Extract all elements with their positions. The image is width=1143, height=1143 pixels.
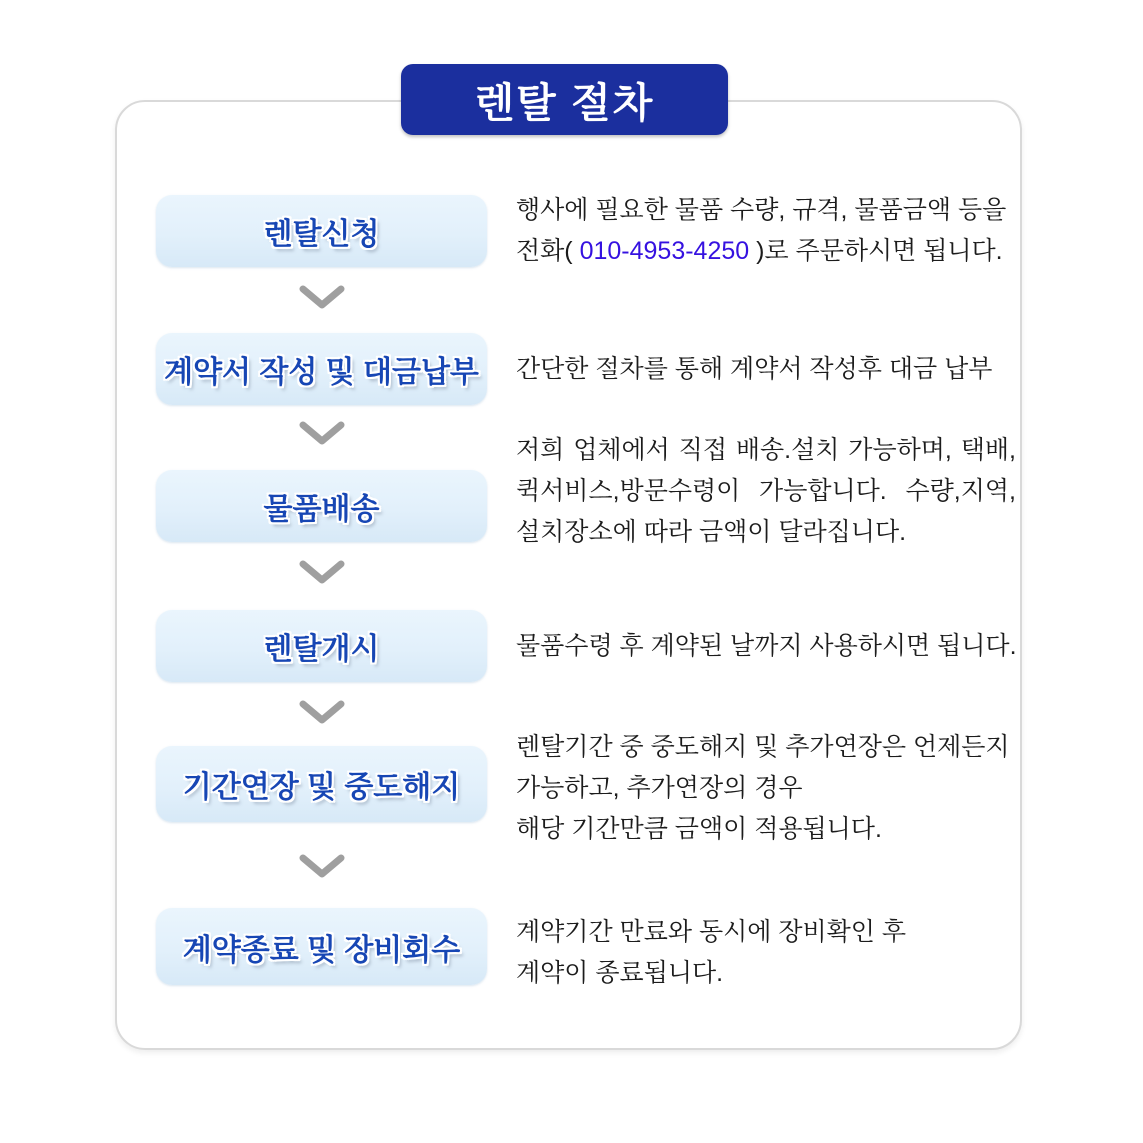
step-label: 기간연장 및 중도해지 [182, 771, 461, 804]
step-label: 렌탈신청 [263, 218, 380, 251]
step-box-contract-end-equipment-return [156, 908, 487, 985]
page-title: 렌탈 절차 [474, 80, 655, 126]
step-description-contract-end-equipment-return [516, 912, 1016, 994]
step-label: 계약서 작성 및 대금납부 [164, 356, 479, 389]
step-description-extension-or-termination [516, 727, 1016, 850]
chevron-down-icon [156, 559, 487, 587]
description-line: 전화( 010-4953-4250 )로 주문하시면 됩니다. [516, 237, 1003, 265]
description-line: 해당 기간만큼 금액이 적용됩니다. [516, 815, 882, 843]
description-line: 물품수령 후 계약된 날까지 사용하시면 됩니다. [516, 632, 1017, 660]
description-line: 행사에 필요한 물품 수량, 규격, 물품금액 등을 [516, 196, 1007, 224]
phone-number: 010-4953-4250 [579, 237, 750, 265]
title-badge [401, 64, 728, 135]
step-description-rental-application [516, 190, 1016, 272]
description-line: 계약이 종료됩니다. [516, 959, 724, 987]
chevron-down-icon [156, 853, 487, 881]
step-label: 물품배송 [263, 493, 380, 526]
description-line: 렌탈기간 중 중도해지 및 추가연장은 언제든지 [516, 733, 1010, 761]
description-line: 간단한 절차를 통해 계약서 작성후 대금 납부 [516, 355, 993, 383]
chevron-down-icon [156, 699, 487, 727]
chevron-down-icon [156, 284, 487, 312]
step-box-goods-delivery [156, 470, 487, 542]
step-box-extension-or-termination [156, 746, 487, 822]
step-box-rental-start [156, 610, 487, 682]
description-line: 계약기간 만료와 동시에 장비확인 후 [516, 918, 907, 946]
step-label: 계약종료 및 장비회수 [182, 933, 461, 967]
step-description-goods-delivery: 저희 업체에서 직접 배송.설치 가능하며, 택배,퀵서비스,방문수령이 가능합니다. 수량,지역,설치장소에 따라 금액이 달라집니다. [516, 436, 1016, 546]
step-description-contract-and-payment [516, 349, 1016, 390]
step-box-contract-and-payment [156, 333, 487, 405]
step-description-rental-start [516, 626, 1016, 667]
step-box-rental-application [156, 195, 487, 267]
step-label: 렌탈개시 [263, 633, 380, 666]
description-line: 가능하고, 추가연장의 경우 [516, 774, 803, 802]
chevron-down-icon [156, 420, 487, 448]
